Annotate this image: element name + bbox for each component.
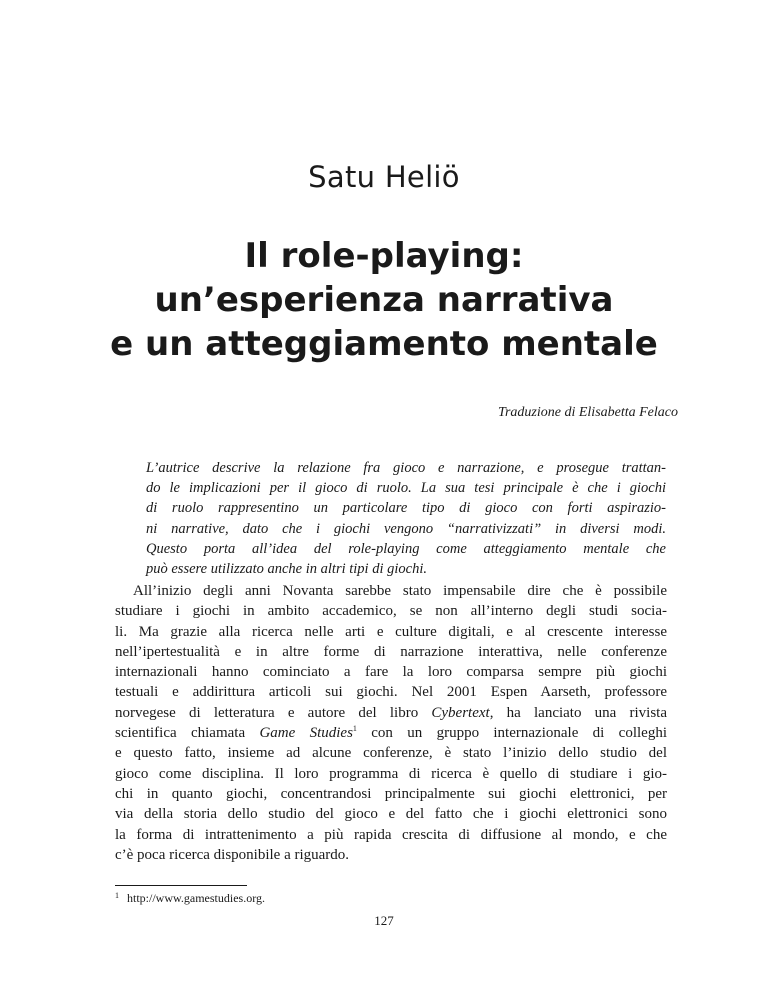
book-title-cybertext: Cybertext (431, 704, 490, 721)
body-line: li. Ma grazie alla ricerca nelle arti e culture digitali, e al crescente interesse (115, 623, 667, 640)
body-line: gioco come disciplina. Il loro programma di ricerca è quello di studiare i gio- (115, 765, 667, 782)
chapter-title (0, 234, 768, 366)
body-line: testuali e addirittura articoli sui giochi. Nel 2001 Espen Aarseth, professore (115, 684, 667, 701)
abstract-line: di ruolo rappresentino un particolare tipo di gioco con forti aspirazio- (146, 500, 666, 517)
body-paragraph (115, 581, 667, 865)
body-line: c’è poca ricerca disponibile a riguardo. (115, 846, 350, 863)
page-number: 127 (374, 913, 394, 928)
body-line: studiare i giochi in ambito accademico, se non all’interno degli studi socia- (115, 603, 667, 620)
abstract (146, 458, 666, 579)
abstract-line: do le implicazioni per il gioco di ruolo. La sua tesi principale è che i giochi (146, 480, 666, 497)
body-line: via della storia dello studio del gioco e del fatto che i giochi elettronici sono (115, 806, 667, 823)
body-line (115, 723, 667, 743)
journal-title-game-studies: Game Studies (259, 725, 353, 742)
body-text: scientifica chiamata (115, 725, 260, 742)
footnote-reference[interactable]: 1 (352, 724, 357, 734)
body-line: la forma di intrattenimento a più rapida crescita di diffusione al mondo, e che (115, 826, 667, 843)
body-line (115, 703, 667, 723)
body-line: e questo fatto, insieme ad alcune conferenze, è stato l’inizio dello studio del (115, 745, 667, 762)
body-text: norvegese di letteratura e autore del libro (115, 704, 432, 721)
author-name: Satu Heliö (308, 160, 460, 194)
footnote-number: 1 (115, 891, 119, 900)
body-line: chi in quanto giochi, concentrandosi principalmente sui giochi elettronici, per (115, 785, 667, 802)
abstract-line: ni narrative, dato che i giochi vengono “narrativizzati” in diversi modi. (146, 520, 666, 537)
footnote (115, 891, 265, 906)
body-line: internazionali hanno cominciato a fare la loro comparsa sempre più giochi (115, 664, 667, 681)
abstract-line: può essere utilizzato anche in altri tipi di giochi. (146, 561, 427, 578)
body-text: con un gruppo internazionale di colleghi (356, 725, 667, 742)
footnote-divider (115, 885, 247, 886)
body-line: nell’ipertestualità e in altre forme di narrazione interattiva, nelle conferenze (115, 643, 667, 660)
translator-credit: Traduzione di Elisabetta Felaco (497, 405, 678, 420)
abstract-line: Questo porta all’idea del role-playing come atteggiamento mentale che (146, 540, 666, 557)
title-line: Il role-playing: (244, 236, 524, 276)
title-line: e un atteggiamento mentale (110, 324, 658, 364)
footnote-link[interactable]: http://www.gamestudies.org. (127, 891, 265, 905)
abstract-line: L’autrice descrive la relazione fra gioco e narrazione, e prosegue trattan- (146, 460, 666, 476)
body-text: , ha lanciato una rivista (489, 704, 667, 721)
title-line: un’esperienza narrativa (154, 280, 614, 320)
body-line: All’inizio degli anni Novanta sarebbe stato impensabile dire che è possibile (133, 583, 667, 599)
